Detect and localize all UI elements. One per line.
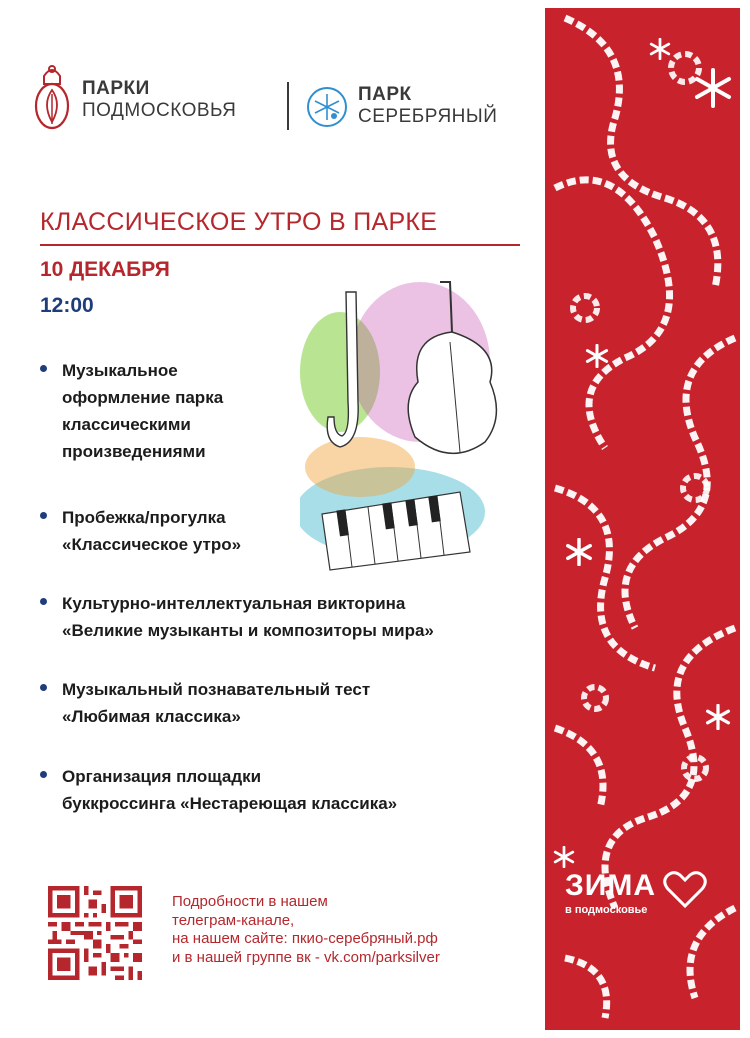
program-item-line: Организация площадки: [62, 767, 262, 786]
park-logo-line2: СЕРЕБРЯНЫЙ: [358, 106, 498, 127]
zima-brand: [565, 870, 708, 916]
decorative-mosaic-panel: [545, 8, 740, 1030]
event-title: КЛАССИЧЕСКОЕ УТРО В ПАРКЕ: [40, 208, 438, 236]
program-item-2: [40, 504, 510, 558]
program-item-4: [40, 676, 510, 730]
footer-link-vk[interactable]: и в нашей группе вк - vk.com/parksilver: [172, 948, 440, 966]
heart-icon: [662, 870, 708, 910]
logo-divider: [287, 82, 289, 130]
program-item-5: [40, 763, 510, 817]
footer-line: Подробности в нашем: [172, 893, 328, 910]
parks-logo-line2: ПОДМОСКОВЬЯ: [82, 100, 237, 121]
park-logo-line1: ПАРК: [358, 84, 412, 105]
bullet-dot: [40, 598, 47, 605]
parks-logo-line1: ПАРКИ: [82, 78, 150, 99]
program-item-3: [40, 590, 510, 644]
bullet-dot: [40, 512, 47, 519]
snowflake-icon: [693, 68, 733, 108]
program-item-line: Культурно-интеллектуальная викторина: [62, 594, 406, 613]
title-underline: [40, 244, 520, 246]
program-item-line: произведениями: [62, 442, 206, 461]
park-serebryany-logo: [306, 80, 526, 140]
zima-brand-title: ЗИМА: [565, 869, 657, 902]
snowflake-icon: [705, 704, 731, 730]
footer-info: [172, 893, 440, 967]
snowflake-icon: [565, 538, 593, 566]
bullet-dot: [40, 365, 47, 372]
footer-link-site[interactable]: на нашем сайте: пкио-серебряный.рф: [172, 930, 438, 947]
park-serebryany-logo-icon: [306, 86, 348, 128]
program-item-line: «Великие музыканты и композиторы мира»: [62, 621, 434, 640]
program-item-line: Пробежка/прогулка: [62, 508, 226, 527]
footer-line: телеграм-канале,: [172, 911, 295, 929]
event-date: 10 ДЕКАБРЯ: [40, 258, 170, 281]
snowflake-icon: [553, 846, 575, 868]
event-time: 12:00: [40, 294, 94, 317]
program-item-line: оформление парка: [62, 388, 224, 407]
program-item-line: Музыкальный познавательный тест: [62, 680, 371, 699]
program-item-1: [40, 357, 510, 465]
program-item-line: классическими: [62, 415, 191, 434]
program-item-line: «Классическое утро»: [62, 535, 242, 554]
bullet-dot: [40, 771, 47, 778]
program-item-line: буккроссинга «Нестареющая классика»: [62, 794, 398, 813]
zima-brand-subtitle: в подмосковье: [565, 904, 648, 916]
program-item-line: Музыкальное: [62, 361, 178, 380]
snowflake-icon: [585, 344, 609, 368]
program-item-line: «Любимая классика»: [62, 707, 241, 726]
parks-podmoskovya-logo-icon: [32, 64, 72, 132]
bullet-dot: [40, 684, 47, 691]
qr-code-icon[interactable]: [48, 886, 142, 980]
snowflake-icon: [649, 38, 671, 60]
parks-podmoskovya-logo: [32, 64, 272, 134]
